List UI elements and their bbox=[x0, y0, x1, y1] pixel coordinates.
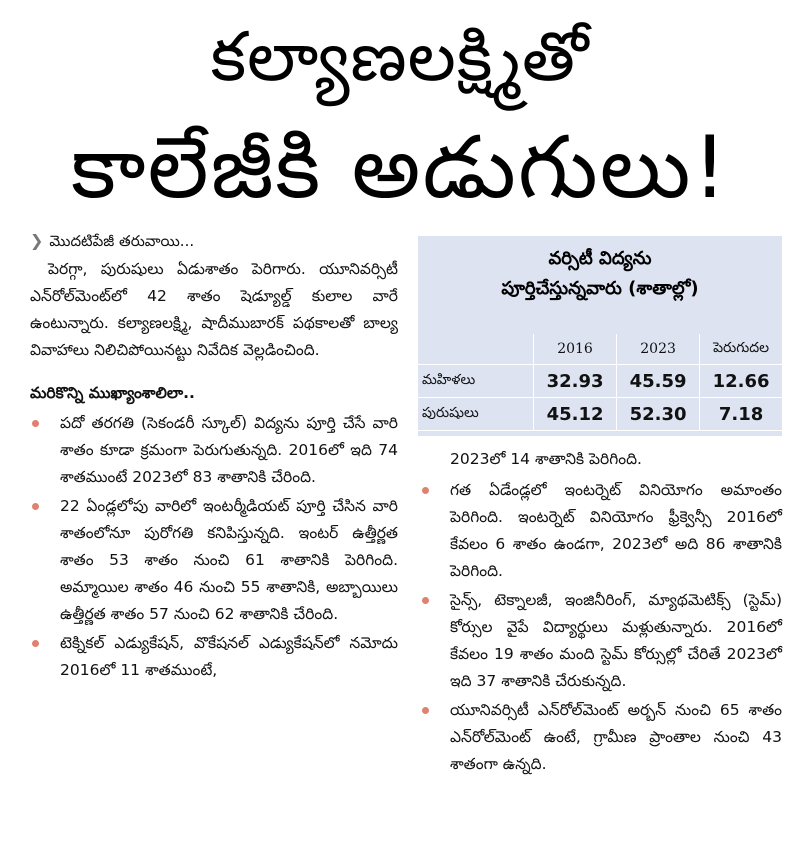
list-item bbox=[30, 493, 398, 628]
table-title-line-1: వర్సిటీ విద్యను bbox=[548, 248, 652, 269]
row-label-women: మహిళలు bbox=[418, 365, 534, 398]
intro-paragraph: పెరగ్గా, పురుషులు ఏడుశాతం పెరిగారు. యూనివర్సిటీ ఎన్‌రోల్‌మెంట్‌లో 42 శాతం షెడ్యూల్డ్ కులాల వారే ఉంటున్నారు. కల్యాణలక్ష్మి, షాదీముబారక్ పథకాలతో బాల్య వివాహాలు నిలిచిపోయినట్టు నివేదిక వెల్లడించింది. bbox=[30, 260, 398, 359]
list-item bbox=[30, 410, 398, 491]
headline-line-1: కల్యాణలక్ష్మితో bbox=[210, 18, 590, 97]
left-bullet-list bbox=[30, 410, 398, 684]
table-row bbox=[418, 365, 782, 398]
kicker-text: మొదటిపేజీ తరువాయి... bbox=[49, 232, 195, 250]
bullet-dot-icon bbox=[422, 487, 429, 494]
bullet-dot-icon bbox=[32, 503, 39, 510]
list-item bbox=[30, 630, 398, 684]
table-header-empty bbox=[418, 334, 534, 365]
bullet-text: యూనివర్సిటీ ఎన్‌రోల్‌మెంట్ అర్బన్ నుంచి 65 శాతం ఎన్‌రోల్‌మెంట్ ఉంటే, గ్రామీణ ప్రాంతాల నుంచి 43 శాతంగా ఉన్నది. bbox=[450, 701, 782, 773]
bullet-dot-icon bbox=[422, 597, 429, 604]
bullet-text: గత ఏడేండ్లలో ఇంటర్నెట్ వినియోగం అమాంతం పెరిగింది. ఇంటర్నెట్ వినియోగం ఫ్రీక్వెన్సీ 2016లో కేవలం 6 శాతం ఉండగా, 2023లో అది 86 శాతానికి పెరిగింది. bbox=[450, 481, 782, 580]
list-item bbox=[420, 697, 782, 778]
continuation-text: 2023లో 14 శాతానికి పెరిగింది. bbox=[450, 450, 642, 468]
bullet-dot-icon bbox=[32, 420, 39, 427]
bullet-dot-icon bbox=[32, 640, 39, 647]
table-header-2016: 2016 bbox=[534, 334, 617, 365]
table-cell: 32.93 bbox=[534, 365, 617, 398]
right-bullet-list bbox=[420, 477, 782, 778]
table-cell: 45.59 bbox=[617, 365, 700, 398]
table-header-row bbox=[418, 334, 782, 365]
bullet-text: టెక్నికల్ ఎడ్యుకేషన్, వొకేషనల్ ఎడ్యుకేషన్‌లో నమోదు 2016లో 11 శాతముంటే, bbox=[60, 634, 398, 679]
table-row bbox=[418, 398, 782, 431]
table-cell: 7.18 bbox=[700, 398, 782, 431]
table-title-line-2: పూర్తిచేస్తున్నవారు (శాతాల్లో) bbox=[501, 278, 699, 299]
bullet-text: పదో తరగతి (సెకండరీ స్కూల్) విద్యను పూర్తి చేసే వారి శాతం కూడా క్రమంగా పెరుగుతున్నది. 2016లో ఇది 74 శాతముంటే 2023లో 83 శాతానికి చేరింది. bbox=[60, 414, 398, 486]
table-cell: 12.66 bbox=[700, 365, 782, 398]
table-header-2023: 2023 bbox=[617, 334, 700, 365]
headline-line-2: కాలేజీకి అడుగులు! bbox=[71, 118, 729, 218]
table-cell: 52.30 bbox=[617, 398, 700, 431]
table-header-growth: పెరుగుదల bbox=[700, 334, 782, 365]
stats-table bbox=[418, 334, 782, 431]
list-item bbox=[420, 587, 782, 695]
table-title bbox=[418, 236, 782, 304]
bullet-dot-icon bbox=[422, 707, 429, 714]
table-cell: 45.12 bbox=[534, 398, 617, 431]
bullet-text: సైన్స్, టెక్నాలజీ, ఇంజినీరింగ్, మ్యాథమెటిక్స్ (స్టెమ్) కోర్సుల వైపే విద్యార్థులు మళ్లుతున్నారు. 2016లో కేవలం 19 శాతం మంది స్టెమ్ కోర్సుల్లో చేరితే 2023లో ఇది 37 శాతానికి చేరుకున్నది. bbox=[450, 591, 782, 690]
row-label-men: పురుషులు bbox=[418, 398, 534, 431]
right-column bbox=[420, 446, 782, 780]
stats-table-box bbox=[418, 236, 782, 436]
bullet-text: 22 ఏండ్లలోపు వారిలో ఇంటర్మీడియట్ పూర్తి చేసిన వారి శాతంలోనూ పురోగతి కనిపిస్తున్నది. ఇంటర్ ఉత్తీర్ణత శాతం 53 శాతం నుంచి 61 శాతానికి పెరిగింది. అమ్మాయిల శాతం 46 నుంచి 55 శాతానికి, అబ్బాయిలు ఉత్తీర్ణత శాతం 57 నుంచి 62 శాతానికి చేరింది. bbox=[60, 497, 398, 623]
subheading: మరికొన్ని ముఖ్యాంశాలిలా.. bbox=[30, 384, 195, 402]
kicker[interactable] bbox=[30, 228, 398, 254]
list-item bbox=[420, 477, 782, 585]
left-column bbox=[30, 228, 398, 686]
chevron-right-icon: ❯ bbox=[30, 231, 44, 250]
